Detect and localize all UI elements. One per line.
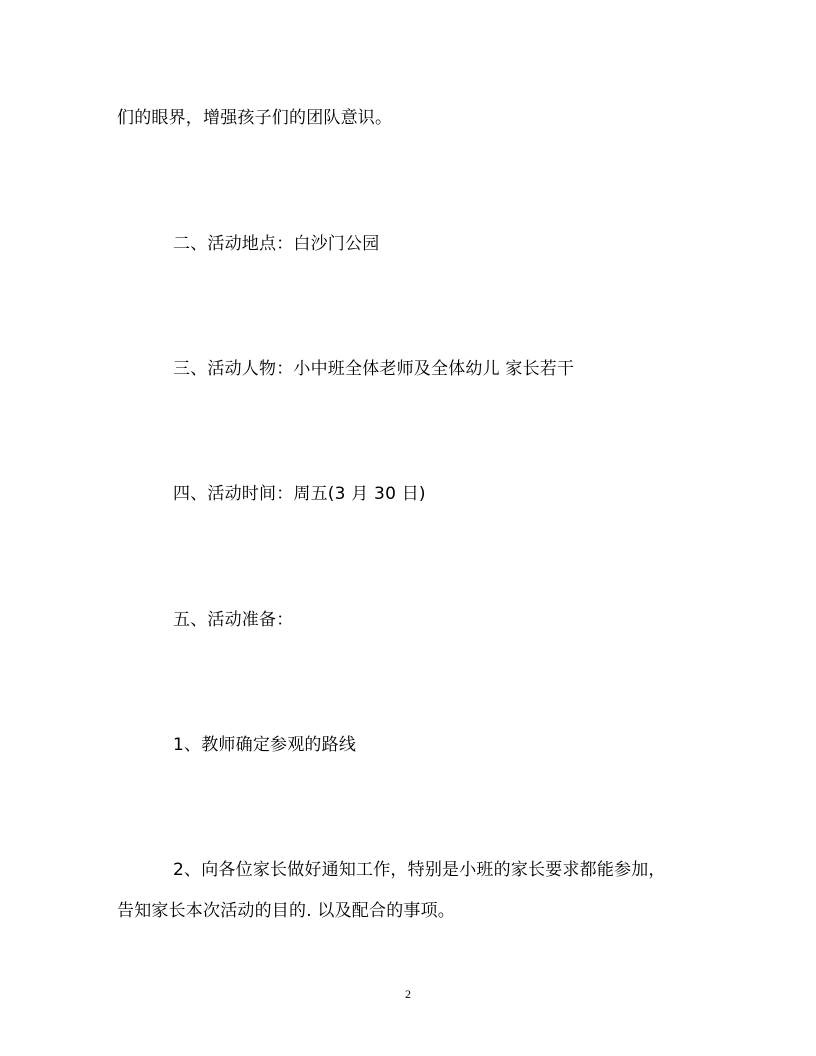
- section-time: 四、活动时间：周五(3 月 30 日): [173, 484, 426, 504]
- page-number: 2: [405, 987, 411, 1001]
- section-location: 二、活动地点：白沙门公园: [173, 234, 380, 254]
- paragraph-continuation: 们的眼界，增强孩子们的团队意识。: [117, 108, 393, 128]
- section-participants: 三、活动人物：小中班全体老师及全体幼儿 家长若干: [173, 359, 575, 379]
- preparation-item-1: 1、教师确定参观的路线: [173, 735, 357, 755]
- preparation-item-2-line-1: 2、向各位家长做好通知工作，特别是小班的家长要求都能参加，: [173, 860, 666, 880]
- section-preparation: 五、活动准备：: [173, 610, 294, 630]
- preparation-item-2-line-2: 告知家长本次活动的目的. 以及配合的事项。: [117, 901, 456, 921]
